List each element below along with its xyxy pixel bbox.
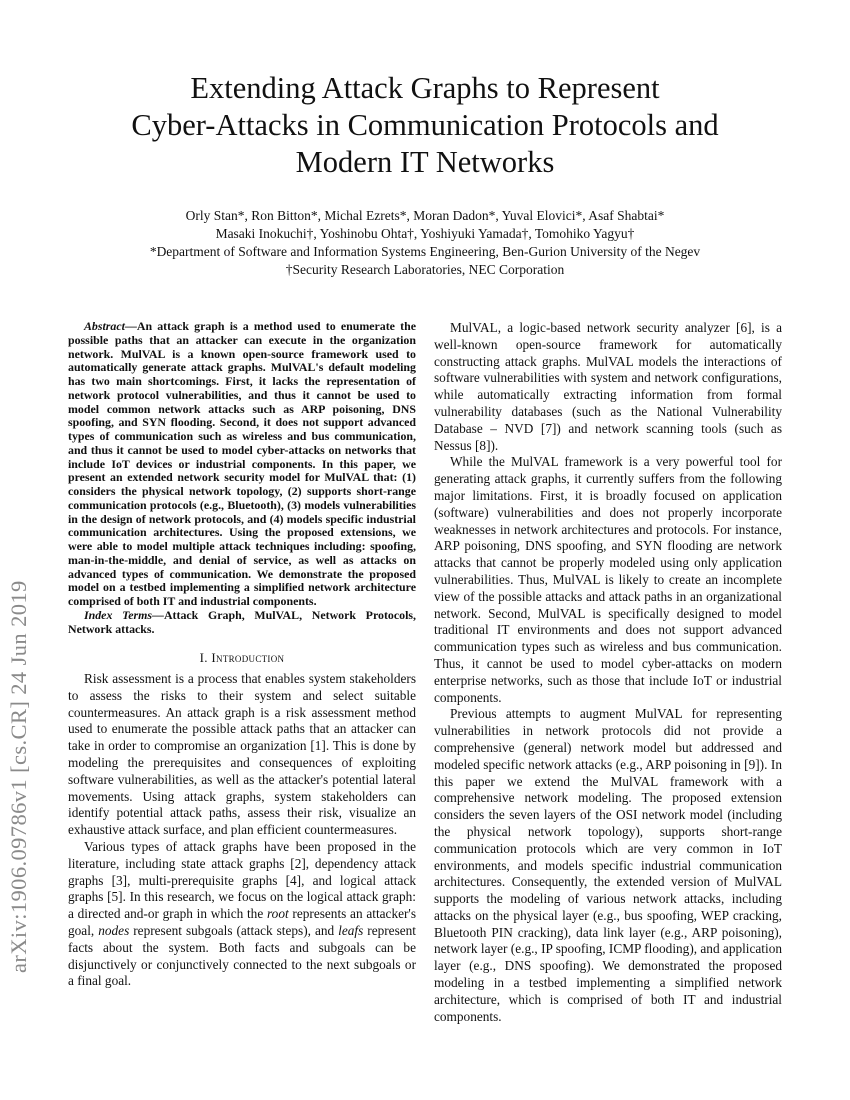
term-nodes: nodes [98,923,130,938]
author-line-1: Orly Stan*, Ron Bitton*, Michal Ezrets*, Moran Dadon*, Yuval Elovici*, Asaf Shabtai* [185,208,665,223]
title-line-3: Modern IT Networks [295,145,555,179]
index-terms-text: Attack Graph, MulVAL, Network Protocols, Network attacks. [68,607,416,636]
term-leafs: leafs [338,923,364,938]
paragraph-text: represent facts about the system. Both facts and subgoals can be disjunctively or conjunctively connected to the next subgoals or a final goal. [68,923,416,989]
arxiv-identifier: arXiv:1906.09786v1 [cs.CR] 24 Jun 2019 [6,580,31,973]
paragraph-text: Various types of attack graphs have been proposed in the literature, including state attack graphs [2], dependency attack graphs [3], multi-prerequisite graphs [4], and logical attack graphs [5]. In this research, we focus on the logical attack graph: a directed and-or graph in which the [68,839,416,922]
term-root: root [266,906,289,922]
abstract-label: Abstract— [84,319,137,333]
title-line-2: Cyber-Attacks in Communication Protocols and [131,108,719,142]
paragraph-text: represents an attacker's goal, [68,906,416,938]
intro-paragraph-2 [68,839,416,990]
affiliation-line-1: *Department of Software and Information Systems Engineering, Ben-Gurion University of the Negev [149,244,701,259]
author-block [60,207,790,279]
section-title: Introduction [211,650,285,666]
right-paragraph-1: MulVAL, a logic-based network security analyzer [6], is a well-known open-source framework for automatically constructing attack graphs. MulVAL models the interactions of software vulnerabilities with system and network configurations, while automatically extracting information from formal vulnerability databases (such as the National Vulnerability Database – NVD [7]) and network scanning tools (such as Nessus [8]). [434,320,782,453]
left-column [68,320,416,990]
intro-paragraph-1: Risk assessment is a process that enables system stakeholders to assess the risks to their system and select suitable countermeasures. An attack graph is a risk assessment method used to enumerate the possible attack paths that an attacker can take in order to compromise an organization [1]. This is done by modeling the prerequisites and consequences of exploiting software vulnerabilities, as well as the attacker's potential lateral movements. Using attack graphs, system stakeholders can identify potential attack paths, assess their risk, visualize an exhaustive attack surface, and plan efficient countermeasures. [68,671,416,838]
title-line-1: Extending Attack Graphs to Represent [190,71,660,105]
right-column [434,320,782,1025]
paragraph-text: represent subgoals (attack steps), and [129,923,339,938]
index-terms [68,609,416,637]
index-terms-label: Index Terms— [84,607,164,622]
section-number: I. [199,650,212,666]
right-paragraph-2: While the MulVAL framework is a very powerful tool for generating attack graphs, it currently suffers from the following major limitations. First, it is broadly focused on application (software) vulnerabilities and does not properly incorporate weaknesses in network architectures and protocols. For instance, ARP poisoning, DNS spoofing, and SYN flooding are network attacks that cannot be properly modeled using only application vulnerabilities. Thus, MulVAL is likely to create an incomplete view of the possible attacks and attack paths in an organizational network. Second, MulVAL is specifically designed to model traditional IT environments and does not support advanced communication types such as wireless and bus communication. Thus, it cannot be used to model cyber-attacks on modern enterprise networks, such as those that include IoT or industrial components. [434,454,782,705]
abstract-text: An attack graph is a method used to enumerate the possible paths that an attacker can execute in the organization network. MulVAL is a known open-source framework used to automatically generate attack graphs. MulVAL's default modeling has two main shortcomings. First, it lacks the representation of network protocol vulnerabilities, and thus it cannot be used to model common network attacks such as ARP poisoning, DNS spoofing, and SYN flooding. Second, it does not support advanced types of communication such as wireless and bus communication, and thus it cannot be used to model cyber-attacks on networks that include IoT devices or industrial components. In this paper, we present an extended network security model for MulVAL that: (1) considers the physical network topology, (2) supports short-range communication protocols (e.g., Bluetooth), (3) models vulnerabilities in the design of network protocols, and (4) models specific industrial communication architectures. Using the proposed extensions, we were able to model multiple attack techniques including: spoofing, man-in-the-middle, and denial of service, as well as attacks on advanced types of communication. We demonstrate the proposed model on a testbed implementing a simplified network architecture comprised of both IT and industrial components. [68,319,416,608]
right-paragraph-3: Previous attempts to augment MulVAL for representing vulnerabilities in network protocols did not provide a comprehensive (general) network model but addressed and modeled specific network attacks (e.g., ARP poisoning in [9]). In this paper we extend the MulVAL framework with a comprehensive network modeling. The proposed extension considers the seven layers of the OSI network model (including the physical network topology), supports short-range communication protocols which are very common in IoT environments, and models specific industrial communication architectures. Consequently, the extended version of MulVAL supports the modeling of various network attacks, including attacks on the physical layer (e.g., bus spoofing, WEP cracking, Bluetooth PIN cracking), data link layer (e.g., ARP poisoning), network layer (e.g., IP spoofing, ICMP flooding), and application layer (e.g., DNS spoofing). We demonstrated the proposed modeling in a testbed implementing a simplified network architecture, which is comprised of both IT and industrial components. [434,706,782,1024]
author-line-2: Masaki Inokuchi†, Yoshinobu Ohta†, Yoshiyuki Yamada†, Tomohiko Yagyu† [215,226,635,241]
abstract [68,320,416,609]
section-heading [68,650,416,667]
paper-title [60,70,790,181]
affiliation-line-2: †Security Research Laboratories, NEC Corporation [285,262,565,277]
